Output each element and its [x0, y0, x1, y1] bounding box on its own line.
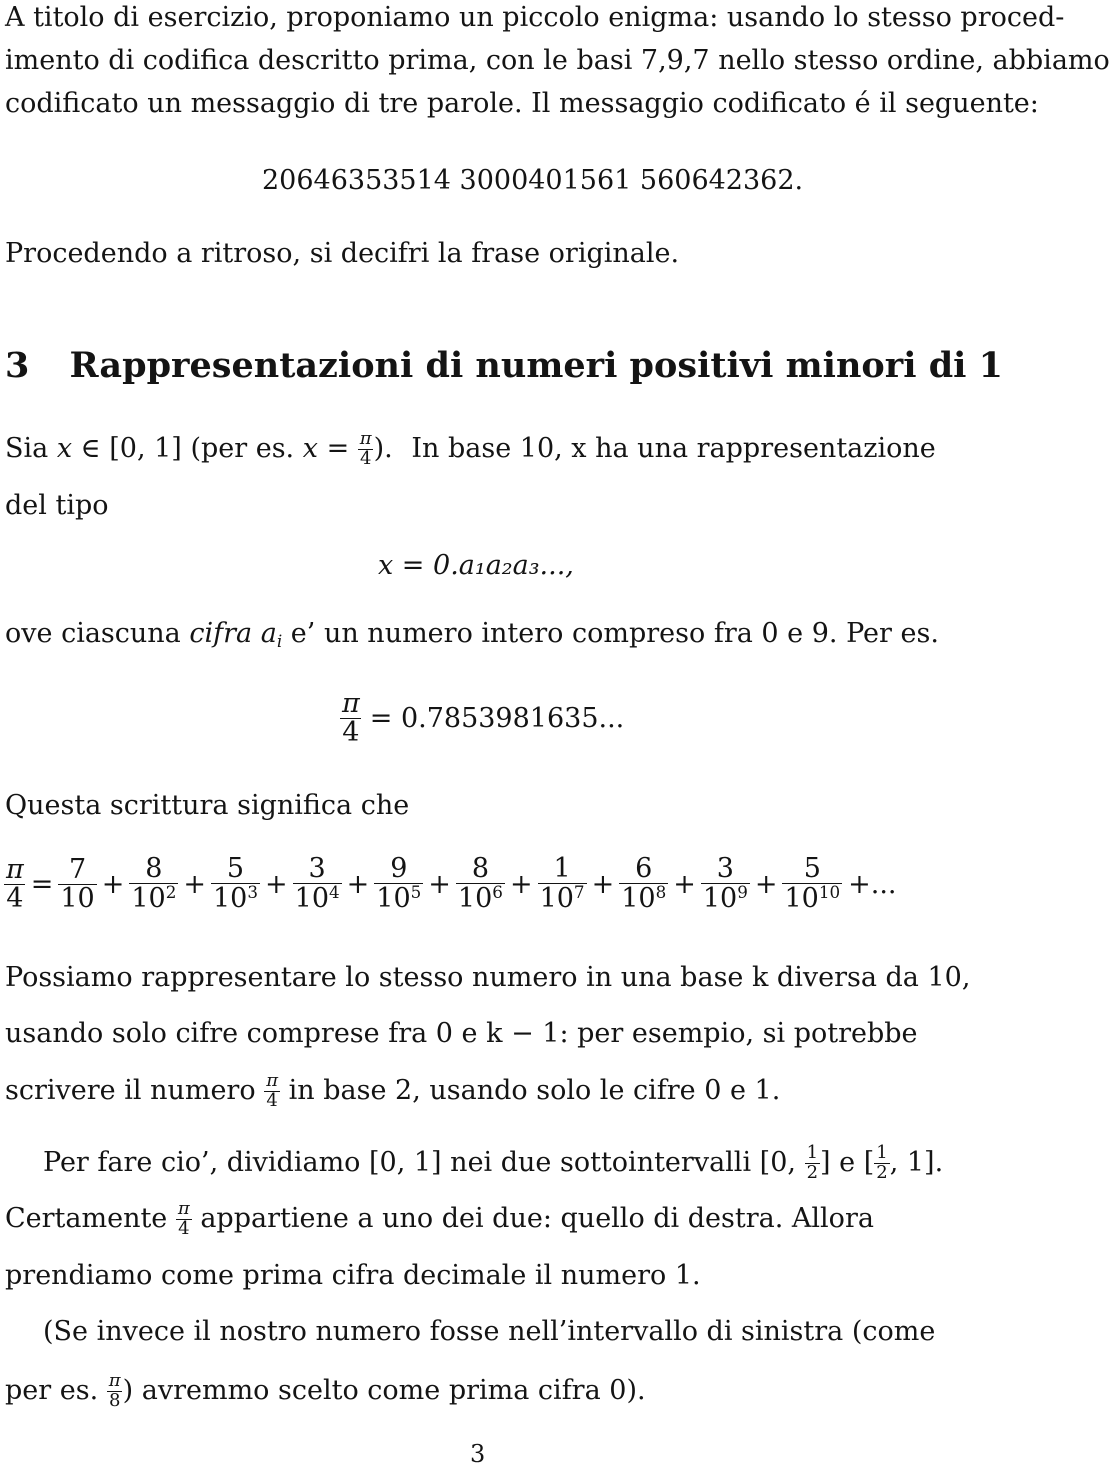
plus-sign: +	[428, 868, 451, 900]
para5-line-1: (Se invece il nostro numero fosse nell’intervallo di sinistra (come	[43, 1316, 936, 1347]
para4-line-2: Certamente $\frac{\pi}{4}$ appartiene a uno dei due: quello di destra. Allora	[5, 1198, 874, 1239]
expansion-term: $\frac{5}{10^{10}}$	[784, 853, 841, 915]
plus-sign: +	[183, 868, 206, 900]
expansion-term: $\frac{9}{10^5}$	[376, 853, 422, 915]
expansion-term: $\frac{5}{10^3}$	[213, 853, 259, 915]
decimal-expansion-equation: $\frac{\pi}{4}$ = $\frac{7}{10}$ + $\frac{8}{10^2}$ + $\frac{5}{10^3}$ + $\frac{3}{10^4}$ + $\frac{9}{10^5}$ + $\frac{8}{10^6}$ + $\frac{1}{10^7}$ + $\frac{6}{10^8}$ + $\frac{3}{10^9}$ + $\frac{5}{10^{10}}$ +...	[6, 853, 897, 915]
plus-sign: +	[509, 868, 533, 900]
expansion-term: $\frac{8}{10^2}$	[131, 853, 177, 915]
para5-line-2: per es. $\frac{\pi}{8}$ ) avremmo scelto come prima cifra 0).	[5, 1370, 646, 1411]
para3-line-1: Possiamo rappresentare lo stesso numero in una base k diversa da 10,	[5, 962, 971, 993]
para1-line-1: Sia x ∈ [0, 1] (per es. x = $\frac{\pi}{4}$ ). In base 10, x ha una rappresentazione	[5, 428, 936, 469]
para4-line-1: Per fare cio’, dividiamo [0, 1] nei due sottointervalli [0, $\frac{1}{2}$ ] e [ $\frac{1}{2}$ , 1].	[43, 1142, 944, 1183]
expansion-term: $\frac{3}{10^4}$	[294, 853, 340, 915]
section-heading	[5, 345, 1003, 386]
expansion-lhs: $\frac{\pi}{4}$	[6, 853, 24, 914]
expansion-terms	[58, 855, 842, 914]
page-number: 3	[470, 1440, 486, 1468]
plus-sign: +	[754, 868, 778, 900]
expansion-tail: +...	[848, 868, 897, 900]
expansion-term: $\frac{3}{10^9}$	[702, 853, 748, 915]
para2-line: ove ciascuna cifra $a_i$ e’ un numero intero compreso fra 0 e 9. Per es.	[5, 618, 939, 652]
expansion-term: $\frac{8}{10^6}$	[457, 853, 503, 915]
questa-line: Questa scrittura significa che	[5, 790, 410, 821]
pi-over-4-fraction: $\frac{\pi}{4}$	[359, 428, 372, 469]
plus-sign: +	[346, 868, 370, 900]
plus-sign: +	[265, 868, 288, 900]
plus-sign: +	[101, 868, 125, 900]
intro-procedi: Procedendo a ritroso, si decifri la frase originale.	[5, 238, 680, 269]
para1-line-2: del tipo	[5, 490, 109, 521]
para3-line-2: usando solo cifre comprese fra 0 e k − 1: per esempio, si potrebbe	[5, 1018, 918, 1049]
para4-line-3: prendiamo come prima cifra decimale il numero 1.	[5, 1260, 701, 1291]
intro-line-2: imento di codifica descritto prima, con le basi 7,9,7 nello stesso ordine, abbiamo	[5, 45, 1110, 76]
expansion-term: $\frac{6}{10^8}$	[621, 853, 667, 915]
plus-sign: +	[673, 868, 696, 900]
intro-line-3: codificato un messaggio di tre parole. Il messaggio codificato é il seguente:	[5, 88, 1039, 119]
para3-line-3: scrivere il numero $\frac{\pi}{4}$ in base 2, usando solo le cifre 0 e 1.	[5, 1070, 781, 1111]
intro-line-1: A titolo di esercizio, proponiamo un piccolo enigma: usando lo stesso proced-	[5, 2, 1065, 33]
equation-pi-over-4-value: $\frac{\pi}{4}$ = 0.7853981635...	[342, 688, 625, 749]
coded-message: 20646353514 3000401561 560642362.	[262, 165, 804, 196]
section-number: 3	[5, 345, 30, 386]
section-title: Rappresentazioni di numeri positivi minori di 1	[69, 345, 1003, 386]
expansion-term: $\frac{1}{10^7}$	[539, 853, 585, 915]
plus-sign: +	[591, 868, 615, 900]
equation-decimal-form: x = 0.a₁a₂a₃...,	[378, 550, 574, 581]
expansion-term: $\frac{7}{10}$	[60, 853, 95, 914]
